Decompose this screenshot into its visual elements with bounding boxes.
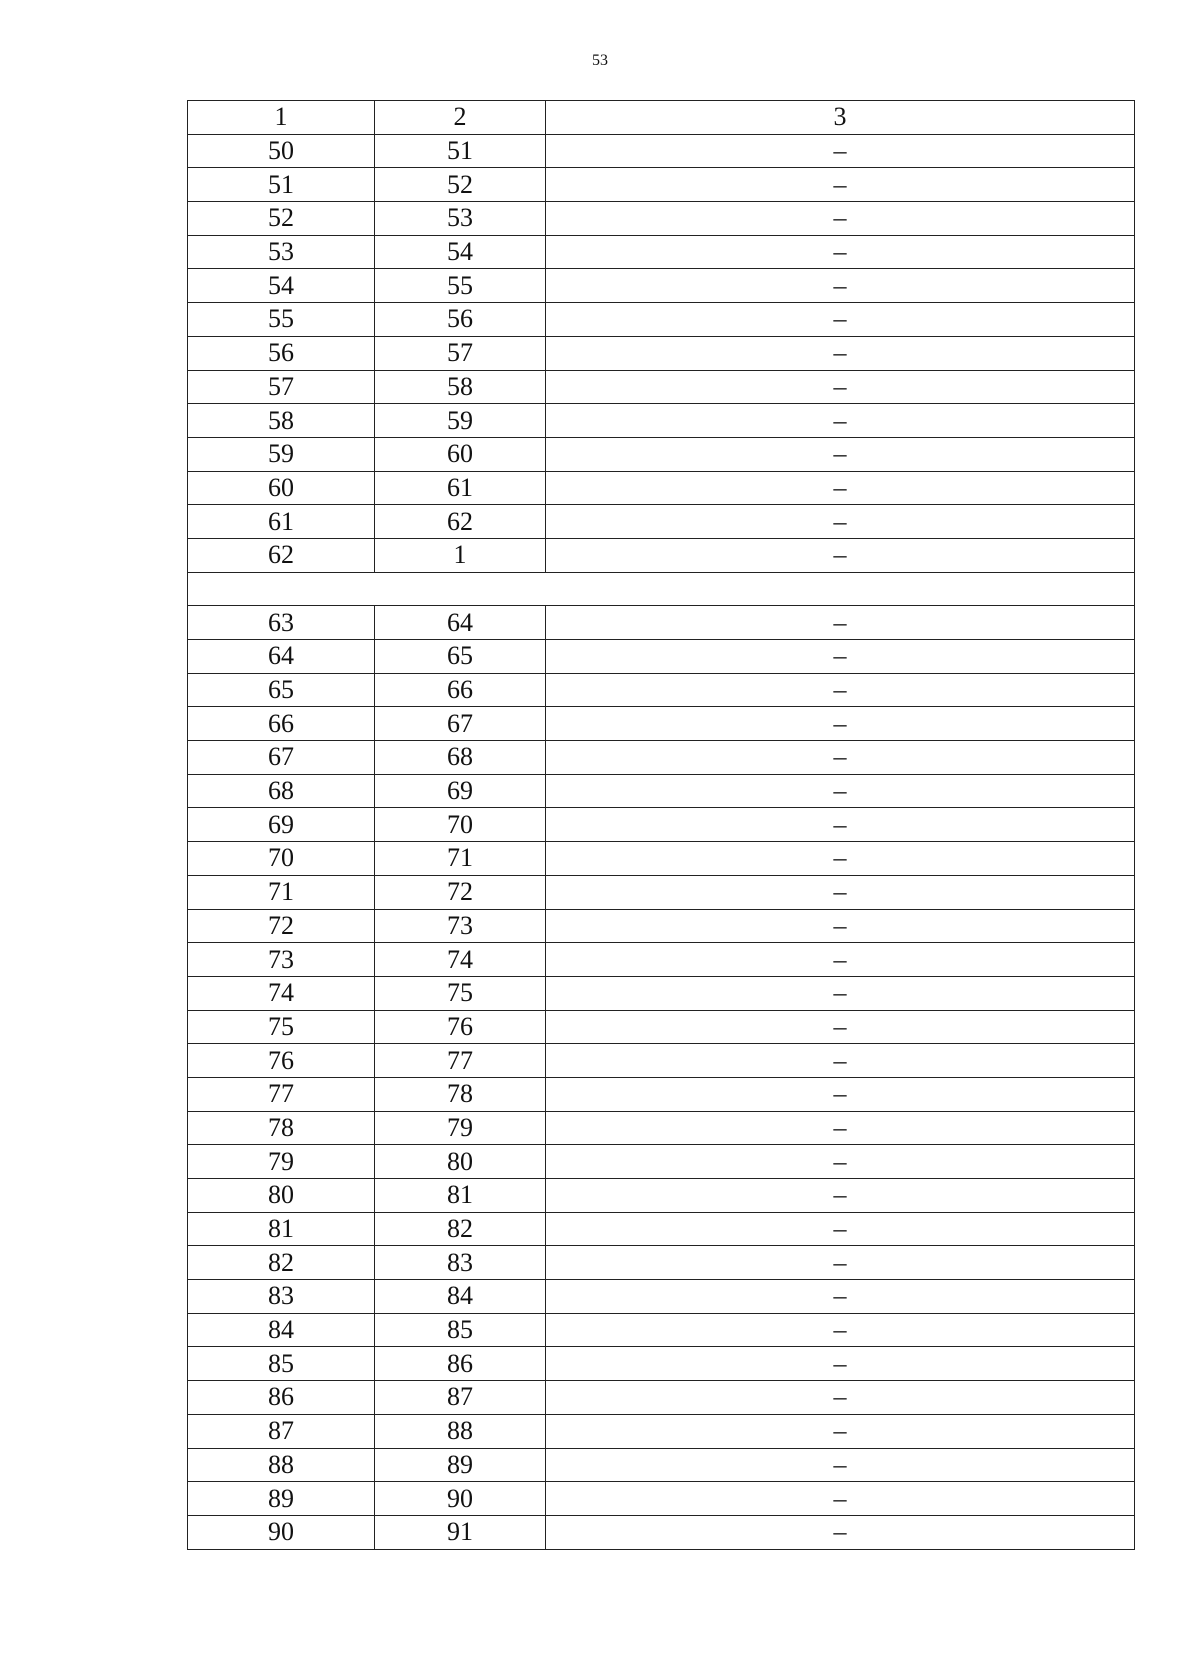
table-cell-col1: 62 (188, 538, 375, 572)
table-row (188, 1347, 1135, 1381)
table-cell-col1: 77 (188, 1077, 375, 1111)
table-cell-col1: 75 (188, 1010, 375, 1044)
table-cell-col2: 59 (375, 404, 546, 438)
table-row (188, 404, 1135, 438)
separator-row (188, 572, 1135, 606)
table-cell-col3: – (546, 774, 1135, 808)
table-cell-col2: 56 (375, 303, 546, 337)
table-cell-col3: – (546, 336, 1135, 370)
table-cell-col3: – (546, 1044, 1135, 1078)
table-cell-col3: – (546, 505, 1135, 539)
table-cell-col1: 71 (188, 875, 375, 909)
table-cell-col2: 78 (375, 1077, 546, 1111)
table-cell-col3: – (546, 1145, 1135, 1179)
table-cell-col3: – (546, 202, 1135, 236)
table-cell-col2: 57 (375, 336, 546, 370)
table-cell-col1: 66 (188, 707, 375, 741)
table-cell-col2: 87 (375, 1381, 546, 1415)
table-cell-col1: 78 (188, 1111, 375, 1145)
table-row (188, 1044, 1135, 1078)
table-cell-col2: 84 (375, 1280, 546, 1314)
table-cell-col1: 60 (188, 471, 375, 505)
table-row (188, 640, 1135, 674)
table-cell-col1: 64 (188, 640, 375, 674)
table-cell-col3: – (546, 673, 1135, 707)
table-cell-col2: 66 (375, 673, 546, 707)
table-cell-col3: – (546, 168, 1135, 202)
table-cell-col3: – (546, 1010, 1135, 1044)
table-row (188, 505, 1135, 539)
table-cell-col3: – (546, 741, 1135, 775)
table-row (188, 909, 1135, 943)
table-cell-col3: – (546, 370, 1135, 404)
table-cell-col1: 81 (188, 1212, 375, 1246)
table-cell-col1: 80 (188, 1179, 375, 1213)
table-cell-col1: 69 (188, 808, 375, 842)
table-cell-col3: – (546, 606, 1135, 640)
table-cell-col1: 79 (188, 1145, 375, 1179)
table-body (188, 101, 1135, 1550)
table-row (188, 875, 1135, 909)
header-cell-2: 2 (375, 101, 546, 135)
table-cell-col3: – (546, 269, 1135, 303)
table-cell-col3: – (546, 1280, 1135, 1314)
table-cell-col3: – (546, 875, 1135, 909)
table-cell-col1: 90 (188, 1515, 375, 1549)
table-row (188, 707, 1135, 741)
table-cell-col3: – (546, 1448, 1135, 1482)
table-cell-col3: – (546, 437, 1135, 471)
table-cell-col3: – (546, 1414, 1135, 1448)
table-cell-col1: 65 (188, 673, 375, 707)
table-cell-col1: 50 (188, 134, 375, 168)
table-cell-col2: 90 (375, 1482, 546, 1516)
table-row (188, 370, 1135, 404)
table-row (188, 1212, 1135, 1246)
table-row (188, 976, 1135, 1010)
table-cell-col1: 73 (188, 943, 375, 977)
table-cell-col1: 87 (188, 1414, 375, 1448)
table-cell-col2: 79 (375, 1111, 546, 1145)
header-row (188, 101, 1135, 135)
table-cell-col3: – (546, 640, 1135, 674)
table-row (188, 1515, 1135, 1549)
table-row (188, 202, 1135, 236)
table-cell-col2: 81 (375, 1179, 546, 1213)
table-row (188, 1179, 1135, 1213)
table-cell-col3: – (546, 235, 1135, 269)
table-row (188, 437, 1135, 471)
table-row (188, 1414, 1135, 1448)
table-cell-col2: 89 (375, 1448, 546, 1482)
table-cell-col1: 70 (188, 842, 375, 876)
table-row (188, 1381, 1135, 1415)
table-cell-col2: 91 (375, 1515, 546, 1549)
table-row (188, 606, 1135, 640)
table-cell-col2: 80 (375, 1145, 546, 1179)
table-cell-col1: 82 (188, 1246, 375, 1280)
table-cell-col1: 59 (188, 437, 375, 471)
table-row (188, 1482, 1135, 1516)
table-row (188, 842, 1135, 876)
table-cell-col3: – (546, 842, 1135, 876)
table-cell-col3: – (546, 303, 1135, 337)
table-cell-col2: 70 (375, 808, 546, 842)
table-cell-col1: 63 (188, 606, 375, 640)
table-cell-col2: 86 (375, 1347, 546, 1381)
table-cell-col3: – (546, 1077, 1135, 1111)
table-cell-col2: 71 (375, 842, 546, 876)
table-row (188, 134, 1135, 168)
table-cell-col2: 88 (375, 1414, 546, 1448)
table-cell-col2: 68 (375, 741, 546, 775)
table-cell-col2: 64 (375, 606, 546, 640)
table-cell-col1: 54 (188, 269, 375, 303)
table-cell-col3: – (546, 1381, 1135, 1415)
table-row (188, 1077, 1135, 1111)
table-row (188, 1145, 1135, 1179)
table-cell-col2: 82 (375, 1212, 546, 1246)
table-cell-col3: – (546, 1246, 1135, 1280)
table-cell-col3: – (546, 538, 1135, 572)
table-cell-col3: – (546, 707, 1135, 741)
table-cell-col3: – (546, 1212, 1135, 1246)
table-cell-col1: 88 (188, 1448, 375, 1482)
table-cell-col2: 1 (375, 538, 546, 572)
table-cell-col2: 76 (375, 1010, 546, 1044)
table-cell-col2: 69 (375, 774, 546, 808)
table-cell-col3: – (546, 134, 1135, 168)
table-cell-col2: 72 (375, 875, 546, 909)
table-cell-col2: 58 (375, 370, 546, 404)
table-cell-col2: 85 (375, 1313, 546, 1347)
table-cell-col1: 53 (188, 235, 375, 269)
table-cell-col2: 54 (375, 235, 546, 269)
table-row (188, 1280, 1135, 1314)
table-cell-col2: 62 (375, 505, 546, 539)
table-cell-col3: – (546, 909, 1135, 943)
table-row (188, 741, 1135, 775)
table-cell-col1: 76 (188, 1044, 375, 1078)
table-cell-col1: 68 (188, 774, 375, 808)
table-row (188, 673, 1135, 707)
table-cell-col1: 67 (188, 741, 375, 775)
table-cell-col2: 53 (375, 202, 546, 236)
table-cell-col1: 89 (188, 1482, 375, 1516)
table-cell-col1: 55 (188, 303, 375, 337)
table-row (188, 336, 1135, 370)
table-row (188, 1111, 1135, 1145)
separator-cell (188, 572, 1135, 606)
table-cell-col3: – (546, 808, 1135, 842)
table-cell-col1: 57 (188, 370, 375, 404)
table-row (188, 168, 1135, 202)
table-row (188, 471, 1135, 505)
table-cell-col2: 74 (375, 943, 546, 977)
table-cell-col2: 55 (375, 269, 546, 303)
table-row (188, 808, 1135, 842)
table-cell-col1: 86 (188, 1381, 375, 1415)
table-row (188, 269, 1135, 303)
table-cell-col1: 52 (188, 202, 375, 236)
table-cell-col1: 58 (188, 404, 375, 438)
table-cell-col1: 74 (188, 976, 375, 1010)
table-cell-col2: 77 (375, 1044, 546, 1078)
table-cell-col3: – (546, 1482, 1135, 1516)
table-cell-col2: 60 (375, 437, 546, 471)
table-cell-col2: 65 (375, 640, 546, 674)
table-cell-col2: 67 (375, 707, 546, 741)
table-cell-col1: 72 (188, 909, 375, 943)
table-cell-col1: 51 (188, 168, 375, 202)
table-cell-col2: 75 (375, 976, 546, 1010)
table-row (188, 303, 1135, 337)
data-table (187, 100, 1135, 1550)
table-cell-col3: – (546, 1179, 1135, 1213)
table-row (188, 943, 1135, 977)
table-cell-col3: – (546, 1347, 1135, 1381)
table-row (188, 774, 1135, 808)
table-cell-col1: 84 (188, 1313, 375, 1347)
table-cell-col2: 51 (375, 134, 546, 168)
table-cell-col3: – (546, 471, 1135, 505)
table-cell-col2: 83 (375, 1246, 546, 1280)
table-row (188, 1313, 1135, 1347)
table-cell-col1: 61 (188, 505, 375, 539)
page-number: 53 (592, 52, 608, 69)
table-row (188, 538, 1135, 572)
table-cell-col2: 73 (375, 909, 546, 943)
table-cell-col2: 52 (375, 168, 546, 202)
table-cell-col3: – (546, 1313, 1135, 1347)
table-cell-col3: – (546, 1515, 1135, 1549)
table-row (188, 1246, 1135, 1280)
table-cell-col3: – (546, 1111, 1135, 1145)
table-cell-col2: 61 (375, 471, 546, 505)
table-cell-col3: – (546, 976, 1135, 1010)
table-cell-col3: – (546, 404, 1135, 438)
table-cell-col1: 83 (188, 1280, 375, 1314)
table-row (188, 235, 1135, 269)
table-cell-col1: 56 (188, 336, 375, 370)
header-cell-1: 1 (188, 101, 375, 135)
table-cell-col1: 85 (188, 1347, 375, 1381)
table-row (188, 1448, 1135, 1482)
header-cell-3: 3 (546, 101, 1135, 135)
table-cell-col3: – (546, 943, 1135, 977)
table-row (188, 1010, 1135, 1044)
